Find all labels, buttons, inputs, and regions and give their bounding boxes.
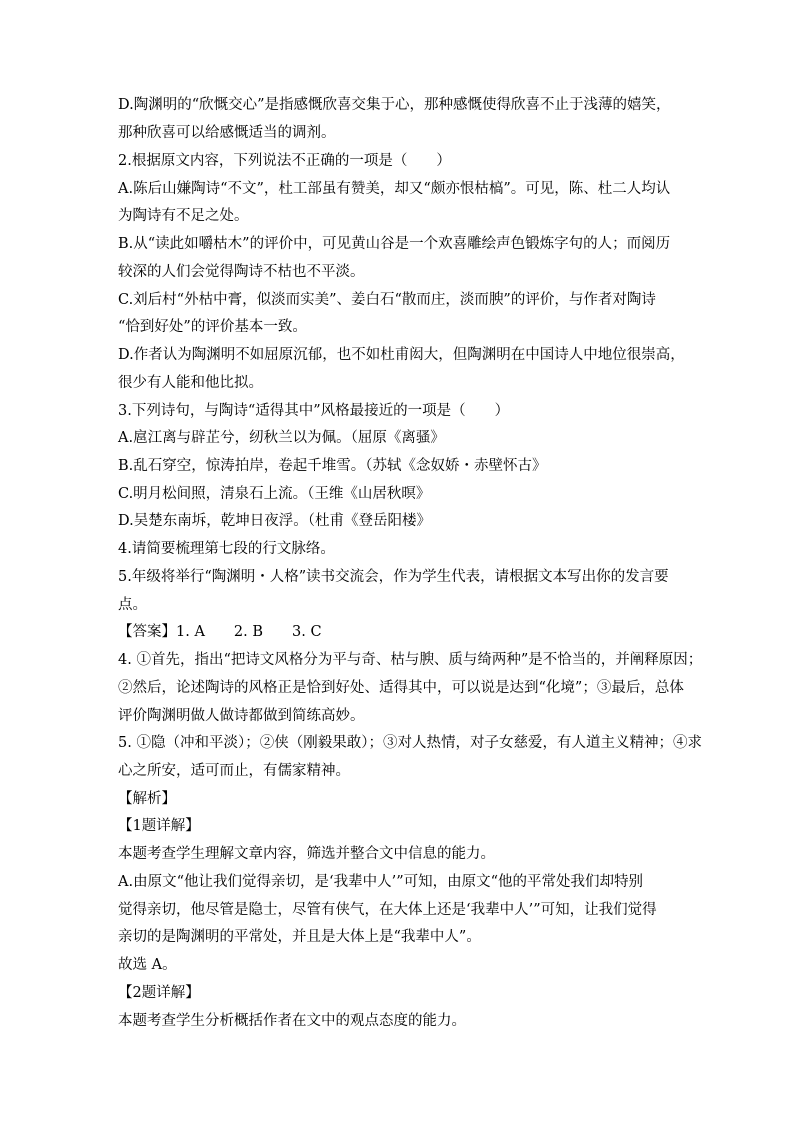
q1-detail-heading: 【1题详解】 — [118, 818, 200, 834]
q1-detail-line-3: 亲切的是陶渊明的平常处，并且是大体上是“我辈中人”。 — [118, 929, 481, 945]
q2-option-b-line-1: B.从“读此如嚼枯木”的评价中，可见黄山谷是一个欢喜雕绘声色锻炼字句的人；而阅历 — [118, 236, 671, 252]
question-5-line-2: 点。 — [118, 597, 147, 613]
q3-option-a: A.扈江离与辟芷兮，纫秋兰以为佩。（屈原《离骚》 — [118, 430, 445, 446]
q2-option-d-line-2: 很少有人能和他比拟。 — [118, 375, 263, 391]
q3-option-d: D.吴楚东南坼，乾坤日夜浮。（杜甫《登岳阳楼》 — [118, 513, 431, 529]
q1-detail-line-2: 觉得亲切，他尽管是隐士，尽管有侠气，在大体上还是‘我辈中人’”可知，让我们觉得 — [118, 902, 657, 918]
q1-answer: 故选 A。 — [118, 957, 177, 973]
q2-option-a-line-2: 为陶诗有不足之处。 — [118, 208, 249, 224]
option-d-line-2: 那种欣喜可以给感慨适当的调剂。 — [118, 125, 336, 141]
option-d-line-1: D.陶渊明的“欣慨交心”是指感慨欣喜交集于心，那种感慨使得欣喜不止于浅薄的嬉笑， — [118, 97, 671, 113]
question-5-line-1: 5.年级将举行“陶渊明・人格”读书交流会，作为学生代表，请根据文本写出你的发言要 — [118, 569, 669, 585]
question-2: 2.根据原文内容，下列说法不正确的一项是（ ） — [118, 153, 451, 169]
q3-option-c: C.明月松间照，清泉石上流。（王维《山居秋暝》 — [118, 486, 431, 502]
q2-detail-intro: 本题考查学生分析概括作者在文中的观点态度的能力。 — [118, 1013, 466, 1029]
answer-heading: 【答案】1. A 2. B 3. C — [118, 624, 322, 640]
q3-option-b: B.乱石穿空，惊涛拍岸，卷起千堆雪。（苏轼《念奴娇・赤壁怀古》 — [118, 458, 547, 474]
q2-option-d-line-1: D.作者认为陶渊明不如屈原沉郁，也不如杜甫闳大，但陶渊明在中国诗人中地位很崇高， — [118, 347, 685, 363]
q2-option-b-line-2: 较深的人们会觉得陶诗不枯也不平淡。 — [118, 264, 365, 280]
answer-4-line-3: 评价陶渊明做人做诗都做到简练高妙。 — [118, 708, 365, 724]
question-3: 3.下列诗句，与陶诗“适得其中”风格最接近的一项是（ ） — [118, 403, 510, 419]
q2-option-a-line-1: A.陈后山嫌陶诗“不文”，杜工部虽有赞美，却又“颇亦恨枯槁”。可见，陈、杜二人均认 — [118, 181, 671, 197]
analysis-heading: 【解析】 — [118, 791, 176, 807]
answer-5-line-1: 5. ①隐（冲和平淡）；②侠（刚毅果敢）；③对人热情，对子女慈爱，有人道主义精神；④求 — [118, 735, 702, 751]
q2-option-c-line-1: C.刘后村“外枯中膏，似淡而实美”、姜白石“散而庄，淡而腴”的评价，与作者对陶诗 — [118, 292, 656, 308]
answer-5-line-2: 心之所安，适可而止，有儒家精神。 — [118, 763, 350, 779]
question-4: 4.请简要梳理第七段的行文脉络。 — [118, 541, 335, 557]
answer-4-line-2: ②然后，论述陶诗的风格正是恰到好处、适得其中，可以说是达到“化境”；③最后，总体 — [118, 680, 684, 696]
q2-option-c-line-2: “恰到好处”的评价基本一致。 — [118, 319, 307, 335]
answer-4-line-1: 4. ①首先，指出“把诗文风格分为平与奇、枯与腴、质与绮两种”是不恰当的，并阐释原因； — [118, 652, 703, 668]
q2-detail-heading: 【2题详解】 — [118, 985, 200, 1001]
q1-detail-intro: 本题考查学生理解文章内容，筛选并整合文中信息的能力。 — [118, 846, 495, 862]
q1-detail-line-1: A.由原文“他让我们觉得亲切，是‘我辈中人’”可知，由原文“他的平常处我们却特别 — [118, 874, 644, 890]
